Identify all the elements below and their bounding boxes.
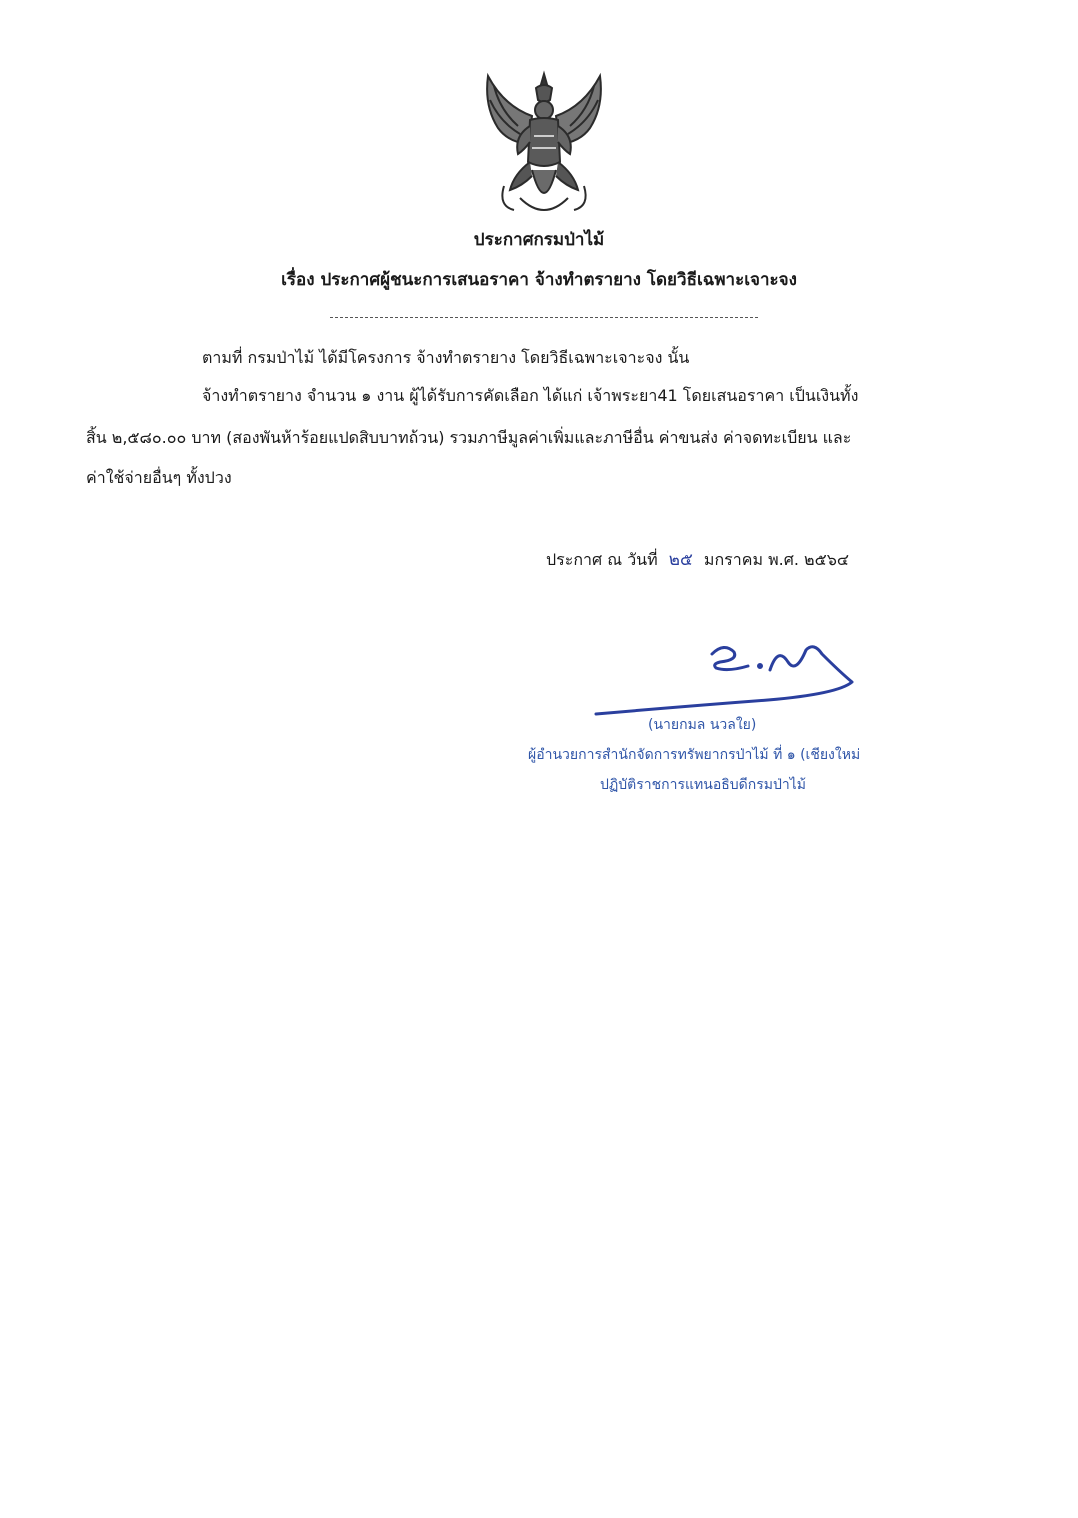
date-month-year: มกราคม พ.ศ. ๒๕๖๔ <box>703 550 849 569</box>
announcement-date <box>546 546 849 573</box>
body-paragraph-2-line-3: ค่าใช้จ่ายอื่นๆ ทั้งปวง <box>86 468 232 487</box>
body-paragraph-2-line-2: สิ้น ๒,๕๘๐.๐๐ บาท (สองพันห้าร้อยแปดสิบบาทถ้วน) รวมภาษีมูลค่าเพิ่มและภาษีอื่น ค่าขนส่ง ค่าจดทะเบียน และ <box>86 428 852 447</box>
signer-name: (นายกมล นวลใย) <box>648 717 757 733</box>
announcement-title: ประกาศกรมป่าไม้ <box>473 230 605 250</box>
signer-acting-role: ปฏิบัติราชการแทนอธิบดีกรมป่าไม้ <box>600 777 807 793</box>
signer-position: ผู้อำนวยการสำนักจัดการทรัพยากรป่าไม้ ที่ ๑ (เชียงใหม่ <box>528 747 861 763</box>
garuda-emblem-icon <box>474 66 614 222</box>
date-day: ๒๕ <box>668 550 693 570</box>
handwritten-signature <box>588 632 858 720</box>
announcement-subject: เรื่อง ประกาศผู้ชนะการเสนอราคา จ้างทำตรายาง โดยวิธีเฉพาะเจาะจง <box>281 270 797 290</box>
date-prefix: ประกาศ ณ วันที่ <box>546 550 658 569</box>
divider <box>330 317 758 318</box>
body-paragraph-1: ตามที่ กรมป่าไม้ ได้มีโครงการ จ้างทำตรายาง โดยวิธีเฉพาะเจาะจง นั้น <box>202 348 690 367</box>
body-paragraph-2-line-1: จ้างทำตรายาง จำนวน ๑ งาน ผู้ได้รับการคัดเลือก ได้แก่ เจ้าพระยา41 โดยเสนอราคา เป็นเงินทั้ง <box>202 386 859 405</box>
